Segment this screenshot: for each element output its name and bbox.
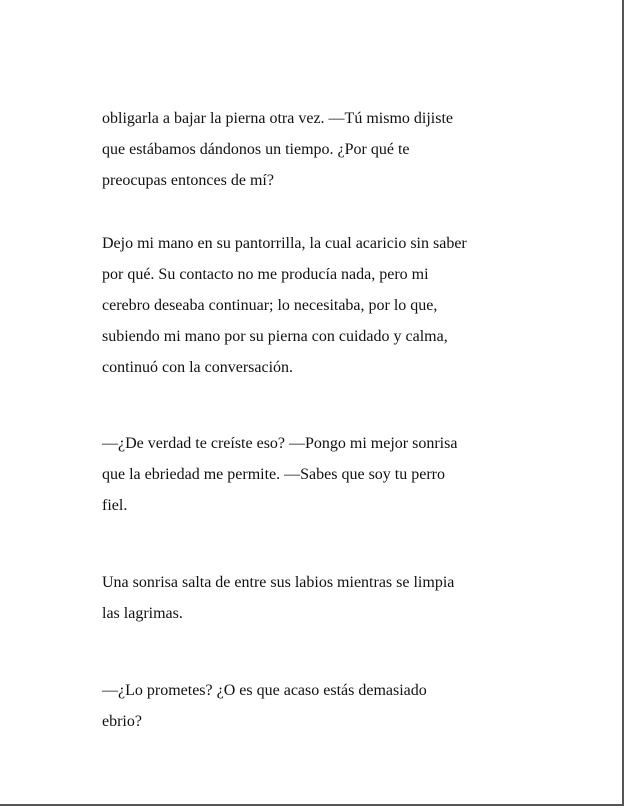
paragraph-line: preocupas entonces de mí?: [102, 172, 274, 189]
paragraph-line: fiel.: [102, 497, 128, 514]
paragraph-line: Una sonrisa salta de entre sus labios mientras se limpia: [102, 574, 455, 591]
paragraph-line: ebrio?: [102, 713, 142, 730]
paragraph-line: por qué. Su contacto no me producía nada, pero mi: [102, 266, 429, 283]
paragraph-line: que la ebriedad me permite. —Sabes que soy tu perro: [102, 466, 445, 483]
paragraph-1: [102, 103, 542, 196]
paragraph-line: —¿Lo prometes? ¿O es que acaso estás demasiado: [102, 682, 427, 699]
paragraph-line: que estábamos dándonos un tiempo. ¿Por qué te: [102, 141, 410, 158]
paragraph-line: subiendo mi mano por su pierna con cuidado y calma,: [102, 328, 448, 345]
paragraph-line: Dejo mi mano en su pantorrilla, la cual acaricio sin saber: [102, 235, 467, 252]
paragraph-4: [102, 567, 542, 629]
paragraph-3: [102, 428, 542, 521]
paragraph-2: [102, 228, 542, 383]
paragraph-line: continuó con la conversación.: [102, 359, 294, 376]
paragraph-line: las lagrimas.: [102, 605, 183, 622]
paragraph-line: obligarla a bajar la pierna otra vez. —Tú mismo dijiste: [102, 110, 453, 127]
paragraph-line: —¿De verdad te creíste eso? —Pongo mi mejor sonrisa: [102, 435, 458, 452]
paragraph-line: cerebro deseaba continuar; lo necesitaba, por lo que,: [102, 297, 438, 314]
paragraph-5: [102, 675, 542, 737]
